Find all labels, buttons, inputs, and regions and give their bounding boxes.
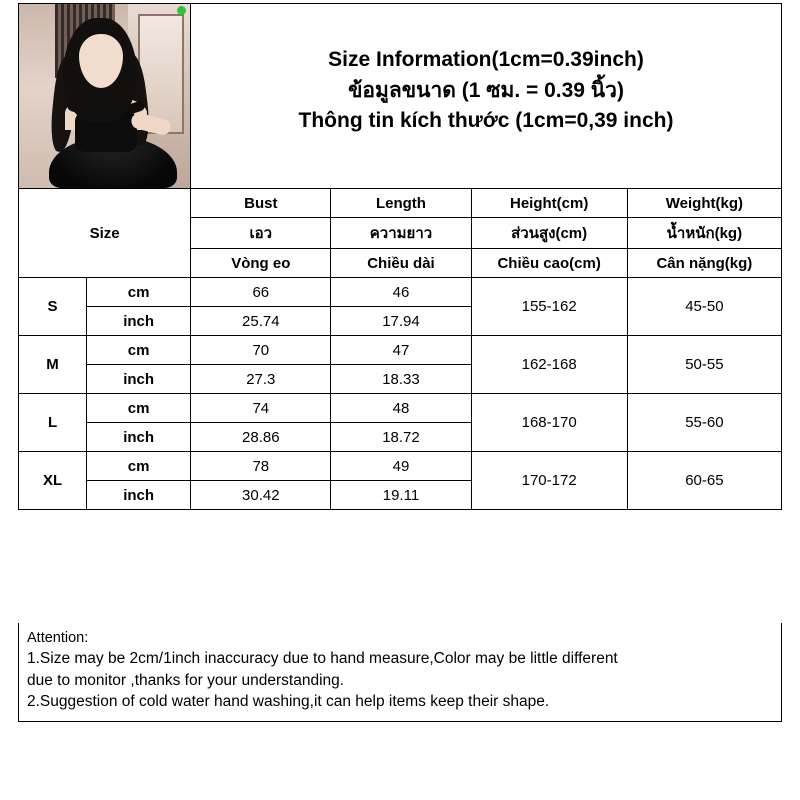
row-l-unit-inch: inch [87, 423, 191, 452]
row-m-height: 162-168 [471, 336, 627, 394]
title-line-th: ข้อมูลขนาด (1 ซม. = 0.39 นิ้ว) [348, 78, 624, 102]
row-xl-height: 170-172 [471, 452, 627, 510]
attention-line-2: due to monitor ,thanks for your understanding. [27, 671, 345, 689]
table-row [19, 278, 782, 307]
col-header-length-vi: Chiều dài [331, 249, 471, 278]
row-l-bust-inch: 28.86 [191, 423, 331, 452]
row-m-bust-cm: 70 [191, 336, 331, 365]
col-header-bust-en: Bust [191, 189, 331, 218]
row-s-bust-cm: 66 [191, 278, 331, 307]
attention-line-1: 1.Size may be 2cm/1inch inaccuracy due to hand measure,Color may be little different [27, 650, 618, 668]
row-m-unit-cm: cm [87, 336, 191, 365]
row-xl-length-inch: 19.11 [331, 481, 471, 510]
table-row [19, 452, 782, 481]
size-header-cell: Size [19, 189, 191, 278]
col-header-height-en: Height(cm) [471, 189, 627, 218]
row-xl-unit-inch: inch [87, 481, 191, 510]
row-m-bust-inch: 27.3 [191, 365, 331, 394]
col-header-weight-vi: Cân nặng(kg) [627, 249, 781, 278]
row-size-m: M [19, 336, 87, 394]
row-l-bust-cm: 74 [191, 394, 331, 423]
row-l-weight: 55-60 [627, 394, 781, 452]
col-header-length-en: Length [331, 189, 471, 218]
col-header-height-th: ส่วนสูง(cm) [471, 218, 627, 249]
table-row [19, 336, 782, 365]
title-block [191, 4, 781, 188]
row-l-height: 168-170 [471, 394, 627, 452]
row-xl-bust-cm: 78 [191, 452, 331, 481]
row-s-unit-cm: cm [87, 278, 191, 307]
title-line-en: Size Information(1cm=0.39inch) [328, 47, 644, 71]
row-m-length-cm: 47 [331, 336, 471, 365]
row-m-unit-inch: inch [87, 365, 191, 394]
row-xl-weight: 60-65 [627, 452, 781, 510]
header-block [18, 3, 782, 188]
size-table [18, 188, 782, 510]
table-row [19, 394, 782, 423]
col-header-weight-en: Weight(kg) [627, 189, 781, 218]
row-size-s: S [19, 278, 87, 336]
col-header-length-th: ความยาว [331, 218, 471, 249]
attention-block [18, 623, 782, 722]
attention-heading: Attention: [27, 630, 89, 646]
row-xl-unit-cm: cm [87, 452, 191, 481]
row-m-weight: 50-55 [627, 336, 781, 394]
attention-line-3: 2.Suggestion of cold water hand washing,it can help items keep their shape. [27, 693, 550, 711]
row-l-length-inch: 18.72 [331, 423, 471, 452]
title-line-vi: Thông tin kích thước (1cm=0,39 inch) [298, 109, 674, 133]
row-s-length-inch: 17.94 [331, 307, 471, 336]
col-header-weight-th: น้ำหนัก(kg) [627, 218, 781, 249]
row-m-length-inch: 18.33 [331, 365, 471, 394]
col-header-bust-vi: Vòng eo [191, 249, 331, 278]
row-size-l: L [19, 394, 87, 452]
row-l-length-cm: 48 [331, 394, 471, 423]
row-l-unit-cm: cm [87, 394, 191, 423]
product-photo [19, 4, 191, 188]
row-s-height: 155-162 [471, 278, 627, 336]
green-dot-marker [177, 6, 186, 15]
row-s-unit-inch: inch [87, 307, 191, 336]
col-header-bust-th: เอว [191, 218, 331, 249]
row-xl-bust-inch: 30.42 [191, 481, 331, 510]
row-s-length-cm: 46 [331, 278, 471, 307]
row-size-xl: XL [19, 452, 87, 510]
col-header-height-vi: Chiều cao(cm) [471, 249, 627, 278]
row-s-weight: 45-50 [627, 278, 781, 336]
row-xl-length-cm: 49 [331, 452, 471, 481]
row-s-bust-inch: 25.74 [191, 307, 331, 336]
table-header-row-en [19, 189, 782, 218]
